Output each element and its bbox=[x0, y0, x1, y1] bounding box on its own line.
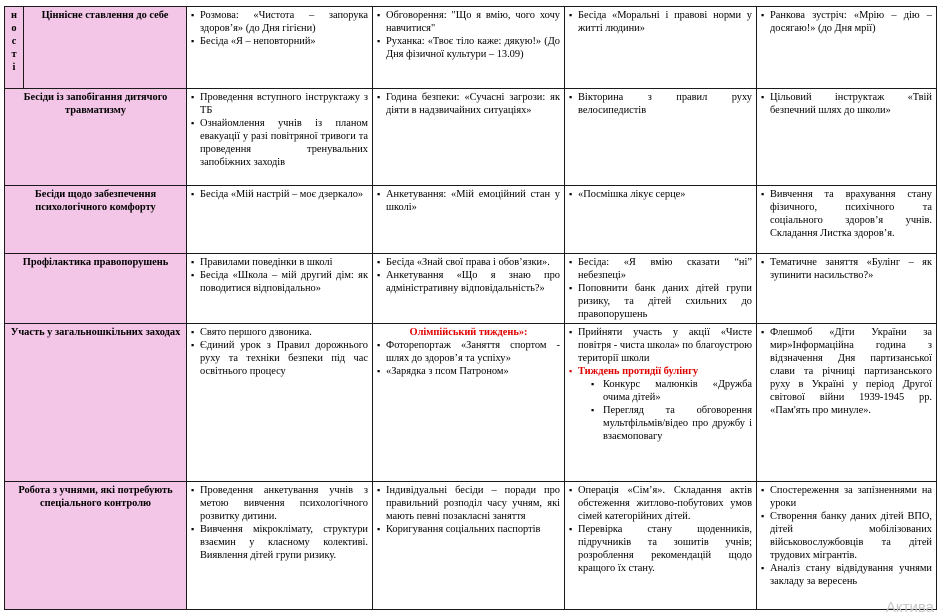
sub-activity-item: ▪ Перегляд та обговорення мультфільмів/відео про дружбу і взаємоповагу bbox=[569, 404, 752, 443]
activity-list bbox=[761, 326, 932, 417]
plan-row bbox=[5, 186, 937, 254]
activity-item: ▪ Бесіда «Мій настрій – моє дзеркало» bbox=[191, 188, 368, 201]
activity-cell bbox=[187, 254, 373, 324]
vertical-letter: с bbox=[11, 36, 17, 47]
activity-cell bbox=[565, 482, 757, 610]
watermark: Актива bbox=[885, 599, 934, 616]
activity-item: ▪ Флешмоб «Діти України за мир»Інформаційна година з відзначення Дня партизанської слави та річниці партизанського руху в Україні у період Другої світової війни 1939-1945 рр. «Пам'ять про минуле». bbox=[761, 326, 932, 417]
activity-cell bbox=[187, 7, 373, 89]
section-heading: Бесіди із запобігання дитячого травматизму bbox=[5, 89, 187, 186]
activity-list bbox=[569, 188, 752, 201]
activity-list bbox=[377, 484, 560, 536]
activity-list bbox=[191, 256, 368, 295]
activity-list bbox=[569, 9, 752, 35]
activity-item: ▪ Перевірка стану щоденників, підручників та зошитів учнів; розроблення рекомендацій щодо кращого їх стану. bbox=[569, 523, 752, 575]
activity-item: ▪ Анкетування «Що я знаю про адміністративну відповідальність?» bbox=[377, 269, 560, 295]
activity-item: ▪ Коригування соціальних паспортів bbox=[377, 523, 560, 536]
activity-cell bbox=[373, 324, 565, 482]
activity-item: ▪ Операція «Сім’я». Складання актів обстеження житлово-побутових умов сімей категорійних дітей. bbox=[569, 484, 752, 523]
activity-item: ▪ Вікторина з правил руху велосипедистів bbox=[569, 91, 752, 117]
activity-cell bbox=[187, 324, 373, 482]
activity-item: ▪ Прийняти участь у акції «Чисте повітря - чиста школа» по благоустрою території школи bbox=[569, 326, 752, 365]
activity-item: ▪ Свято першого дзвоника. bbox=[191, 326, 368, 339]
activity-cell bbox=[565, 324, 757, 482]
activity-list bbox=[569, 91, 752, 117]
activity-item: ▪ Вивчення та врахування стану фізичного, психічного та соціального здоров’я учнів. Складання Листка здоров’я. bbox=[761, 188, 932, 240]
activity-item: ▪ Обговорення: "Що я вмію, чого хочу навчитися" bbox=[377, 9, 560, 35]
section-heading: Ціннісне ставлення до себе bbox=[24, 7, 187, 89]
activity-list bbox=[761, 188, 932, 240]
event-title: Олімпійський тиждень»: bbox=[409, 327, 528, 338]
activity-cell bbox=[187, 482, 373, 610]
section-heading: Бесіди щодо забезпечення психологічного комфорту bbox=[5, 186, 187, 254]
plan-row bbox=[5, 324, 937, 482]
activity-cell bbox=[757, 186, 937, 254]
activity-item: ▪ Ранкова зустріч: «Мрію – дію – досягаю!» (до Дня мрії) bbox=[761, 9, 932, 35]
section-heading: Профілактика правопорушень bbox=[5, 254, 187, 324]
activity-cell bbox=[373, 186, 565, 254]
activity-cell bbox=[757, 254, 937, 324]
plan-row bbox=[5, 89, 937, 186]
activity-list bbox=[377, 326, 560, 378]
activity-item: ▪ Ознайомлення учнів із планом евакуації у разі повітряної тривоги та проведення тренувальних запобіжних заходів bbox=[191, 117, 368, 169]
activity-item: ▪ Цільовий інструктаж «Твій безпечний шлях до школи» bbox=[761, 91, 932, 117]
activity-list bbox=[377, 91, 560, 117]
activity-item: ▪ Індивідуальні бесіди – поради про правильний розподіл часу учням, які мають певні позакласні заняття bbox=[377, 484, 560, 523]
activity-list bbox=[569, 326, 752, 443]
activity-item: ▪ Тематичне заняття «Булінг – як зупинити насильство?» bbox=[761, 256, 932, 282]
plan-table bbox=[4, 6, 937, 610]
activity-cell bbox=[373, 254, 565, 324]
activity-item: ▪ «Посмішка лікує серце» bbox=[569, 188, 752, 201]
section-heading: Робота з учнями, які потребують спеціального контролю bbox=[5, 482, 187, 610]
activity-list bbox=[569, 484, 752, 575]
activity-item: ▪ Спостереження за запізненнями на уроки bbox=[761, 484, 932, 510]
activity-item: ▪ Створення банку даних дітей ВПО, дітей мобілізованих військовослужбовців та дітей трудових мігрантів. bbox=[761, 510, 932, 562]
activity-cell bbox=[565, 254, 757, 324]
activity-item: ▪ Бесіда «Я – неповторний» bbox=[191, 35, 368, 48]
activity-list bbox=[761, 9, 932, 35]
activity-item: ▪ Бесіда: «Я вмію сказати “ні” небезпеці» bbox=[569, 256, 752, 282]
activity-item: ▪ Правилами поведінки в школі bbox=[191, 256, 368, 269]
activity-item: ▪ Бесіда «Моральні і правові норми у житті людини» bbox=[569, 9, 752, 35]
activity-cell bbox=[757, 7, 937, 89]
activity-item: ▪ Проведення вступного інструктажу з ТБ bbox=[191, 91, 368, 117]
activity-list bbox=[377, 256, 560, 295]
activity-list bbox=[191, 91, 368, 169]
activity-list bbox=[377, 188, 560, 214]
vertical-letter: т bbox=[11, 49, 17, 60]
activity-item: ▪ Поповнити банк даних дітей групи ризику, та дітей схильних до правопорушень bbox=[569, 282, 752, 321]
vertical-letter: н bbox=[11, 10, 17, 21]
activity-item: ▪ Розмова: «Чистота – запорука здоров’я» (до Дня гігієни) bbox=[191, 9, 368, 35]
activity-list bbox=[761, 91, 932, 117]
activity-list bbox=[761, 484, 932, 588]
section-heading: Участь у загальношкільних заходах bbox=[5, 324, 187, 482]
activity-item: ▪ Вивчення мікроклімату, структури взаємин у класному колективі. Виявлення дітей групи ризику. bbox=[191, 523, 368, 562]
activity-cell bbox=[565, 186, 757, 254]
vertical-letter: і bbox=[12, 62, 16, 73]
activity-cell bbox=[373, 89, 565, 186]
activity-cell bbox=[373, 482, 565, 610]
activity-item: ▪ Фоторепортаж «Заняття спортом - шлях до здоров’я та успіху» bbox=[377, 339, 560, 365]
activity-item: ▪ Година безпеки: «Сучасні загрози: як діяти в надзвичайних ситуаціях» bbox=[377, 91, 560, 117]
activity-cell bbox=[373, 7, 565, 89]
vertical-label-cell bbox=[5, 7, 24, 89]
sub-activity-item: ▪ Конкурс малюнків «Дружба очима дітей» bbox=[569, 378, 752, 404]
activity-cell bbox=[565, 7, 757, 89]
event-title: ▪ Тиждень протидії булінгу bbox=[569, 365, 752, 378]
activity-list bbox=[191, 9, 368, 48]
vertical-letter: о bbox=[11, 23, 17, 34]
activity-item: ▪ Руханка: «Твоє тіло каже: дякую!» (До Дня фізичної культури – 13.09) bbox=[377, 35, 560, 61]
plan-row bbox=[5, 7, 937, 89]
activity-cell bbox=[757, 482, 937, 610]
activity-item: ▪ Анкетування: «Мій емоційний стан у школі» bbox=[377, 188, 560, 214]
activity-list bbox=[761, 256, 932, 282]
activity-item: ▪ Бесіда «Знай свої права і обов’язки». bbox=[377, 256, 560, 269]
activity-cell bbox=[757, 324, 937, 482]
activity-item: ▪ Бесіда «Школа – мій другий дім: як поводитися відповідально» bbox=[191, 269, 368, 295]
activity-item: ▪ Єдиний урок з Правил дорожнього руху та техніки безпеки під час освітнього процесу bbox=[191, 339, 368, 378]
activity-list bbox=[191, 326, 368, 378]
plan-row bbox=[5, 254, 937, 324]
activity-list bbox=[191, 188, 368, 201]
plan-row bbox=[5, 482, 937, 610]
activity-cell bbox=[187, 186, 373, 254]
activity-cell bbox=[187, 89, 373, 186]
activity-item: ▪ Проведення анкетування учнів з метою вивчення психологічного розвитку дитини. bbox=[191, 484, 368, 523]
activity-item: ▪ «Зарядка з псом Патроном» bbox=[377, 365, 560, 378]
activity-cell bbox=[757, 89, 937, 186]
activity-cell bbox=[565, 89, 757, 186]
activity-list bbox=[377, 9, 560, 61]
activity-list bbox=[569, 256, 752, 321]
activity-item: ▪ Аналіз стану відвідування учнями закладу за вересень bbox=[761, 562, 932, 588]
activity-list bbox=[191, 484, 368, 562]
